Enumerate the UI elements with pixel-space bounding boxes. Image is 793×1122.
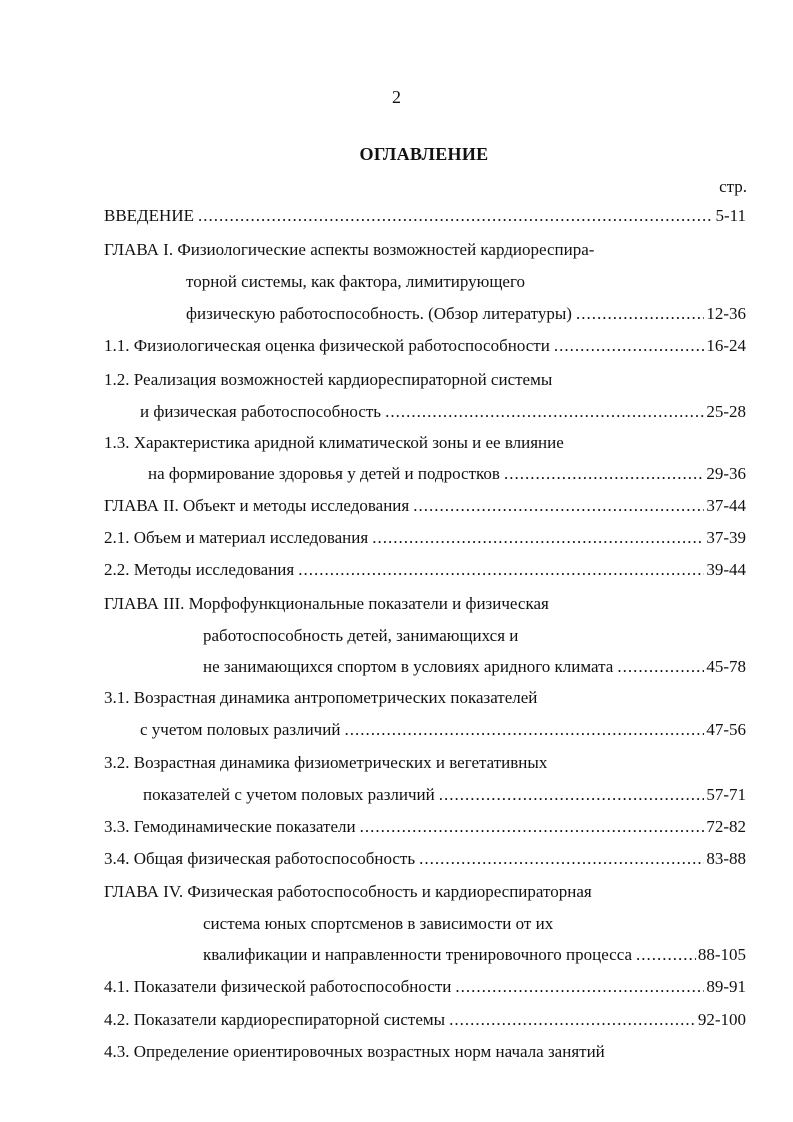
toc-entry-pages: 16-24	[706, 336, 746, 355]
toc-entry-text: 3.3. Гемодинамические показатели	[104, 817, 356, 836]
toc-entry-text: показателей с учетом половых различий	[143, 785, 435, 804]
page-number: 2	[392, 87, 401, 107]
toc-entry-1-3	[104, 431, 564, 455]
toc-entry-text: 4.2. Показатели кардиореспираторной системы	[104, 1010, 446, 1029]
toc-entry-1-3-end	[148, 462, 746, 486]
dot-leader	[419, 847, 704, 871]
page-column-label: стр.	[719, 177, 747, 196]
dot-leader	[360, 815, 705, 839]
toc-entry-chapter-4	[104, 880, 592, 904]
toc-entry-chapter-4-end	[203, 943, 746, 967]
toc-entry-text: 1.2. Реализация возможностей кардиореспираторной системы	[104, 370, 553, 389]
dot-leader	[344, 718, 704, 742]
dot-leader	[617, 655, 704, 679]
toc-entry-3-3	[104, 815, 746, 839]
toc-entry-chapter-1-end	[186, 302, 746, 326]
toc-entry-text: физическую работоспособность. (Обзор литературы)	[186, 304, 572, 323]
toc-entry-pages: 5-11	[715, 206, 746, 225]
dot-leader	[385, 400, 704, 424]
toc-entry-text: 2.2. Методы исследования	[104, 560, 295, 579]
toc-entry-text: ВВЕДЕНИЕ	[104, 206, 194, 225]
toc-entry-1-1	[104, 334, 746, 358]
toc-entry-pages: 83-88	[706, 849, 746, 868]
toc-entry-text: торной системы, как фактора, лимитирующего	[186, 272, 526, 291]
dot-leader	[439, 783, 705, 807]
toc-entry-chapter-2	[104, 494, 746, 518]
dot-leader	[636, 943, 696, 967]
toc-entry-text: ГЛАВА IV. Физическая работоспособность и кардиореспираторная	[104, 882, 592, 901]
toc-entry-pages: 57-71	[706, 785, 746, 804]
toc-entry-4-2	[104, 1008, 746, 1032]
toc-entry-chapter-1	[104, 238, 594, 262]
toc-entry-chapter-3	[104, 592, 549, 616]
toc-entry-introduction	[104, 204, 746, 228]
toc-entry-text: 4.1. Показатели физической работоспособности	[104, 977, 452, 996]
dot-leader	[198, 204, 713, 228]
toc-entry-3-1-end	[140, 718, 746, 742]
toc-title: ОГЛАВЛЕНИЕ	[359, 144, 489, 164]
dot-leader	[455, 975, 704, 999]
toc-entry-3-2	[104, 751, 547, 775]
dot-leader	[372, 526, 704, 550]
dot-leader	[298, 558, 704, 582]
toc-entry-text: с учетом половых различий	[140, 720, 341, 739]
toc-entry-text: 4.3. Определение ориентировочных возрастных норм начала занятий	[104, 1042, 605, 1061]
toc-entry-1-2	[104, 368, 552, 392]
toc-entry-text: 3.1. Возрастная динамика антропометрических показателей	[104, 688, 538, 707]
toc-entry-text: 1.3. Характеристика аридной климатической зоны и ее влияние	[104, 433, 564, 452]
dot-leader	[413, 494, 704, 518]
toc-entry-pages: 12-36	[706, 304, 746, 323]
toc-entry-text: и физическая работоспособность	[140, 402, 382, 421]
toc-entry-1-2-end	[140, 400, 746, 424]
dot-leader	[554, 334, 705, 358]
toc-entry-text: 3.4. Общая физическая работоспособность	[104, 849, 416, 868]
dot-leader	[576, 302, 704, 326]
toc-entry-pages: 92-100	[697, 1010, 746, 1029]
toc-entry-text: ГЛАВА III. Морфофункциональные показатели и физическая	[104, 594, 549, 613]
toc-entry-pages: 25-28	[706, 402, 746, 421]
toc-entry-pages: 45-78	[706, 657, 746, 676]
toc-entry-text: ГЛАВА II. Объект и методы исследования	[104, 496, 410, 515]
toc-entry-text: 2.1. Объем и материал исследования	[104, 528, 369, 547]
toc-entry-text: на формирование здоровья у детей и подростков	[148, 464, 500, 483]
toc-entry-2-2	[104, 558, 746, 582]
toc-entry-pages: 72-82	[706, 817, 746, 836]
toc-entry-text: система юных спортсменов в зависимости от их	[203, 914, 554, 933]
toc-entry-pages: 39-44	[706, 560, 746, 579]
toc-entry-3-4	[104, 847, 746, 871]
toc-entry-text: квалификации и направленности тренировочного процесса	[203, 945, 633, 964]
toc-entry-chapter-4-cont	[203, 912, 553, 936]
toc-entry-text: работоспособность детей, занимающихся и	[203, 626, 519, 645]
toc-entry-chapter-3-cont	[203, 624, 518, 648]
toc-entry-text: не занимающихся спортом в условиях аридного климата	[203, 657, 614, 676]
toc-entry-text: 1.1. Физиологическая оценка физической работоспособности	[104, 336, 550, 355]
toc-entry-chapter-3-end	[203, 655, 746, 679]
toc-entry-pages: 37-39	[706, 528, 746, 547]
toc-entry-pages: 37-44	[706, 496, 746, 515]
toc-entry-text: 3.2. Возрастная динамика физиометрических и вегетативных	[104, 753, 548, 772]
toc-entry-3-2-end	[143, 783, 746, 807]
toc-entry-pages: 88-105	[697, 945, 746, 964]
toc-entry-4-1	[104, 975, 746, 999]
toc-entry-pages: 47-56	[706, 720, 746, 739]
toc-entry-2-1	[104, 526, 746, 550]
toc-entry-chapter-1-cont	[186, 270, 525, 294]
toc-entry-text: ГЛАВА I. Физиологические аспекты возможностей кардиореспира-	[104, 240, 595, 259]
dot-leader	[449, 1008, 696, 1032]
dot-leader	[504, 462, 704, 486]
toc-entry-pages: 89-91	[706, 977, 746, 996]
toc-entry-pages: 29-36	[706, 464, 746, 483]
toc-entry-3-1	[104, 686, 537, 710]
toc-entry-4-3	[104, 1040, 605, 1064]
